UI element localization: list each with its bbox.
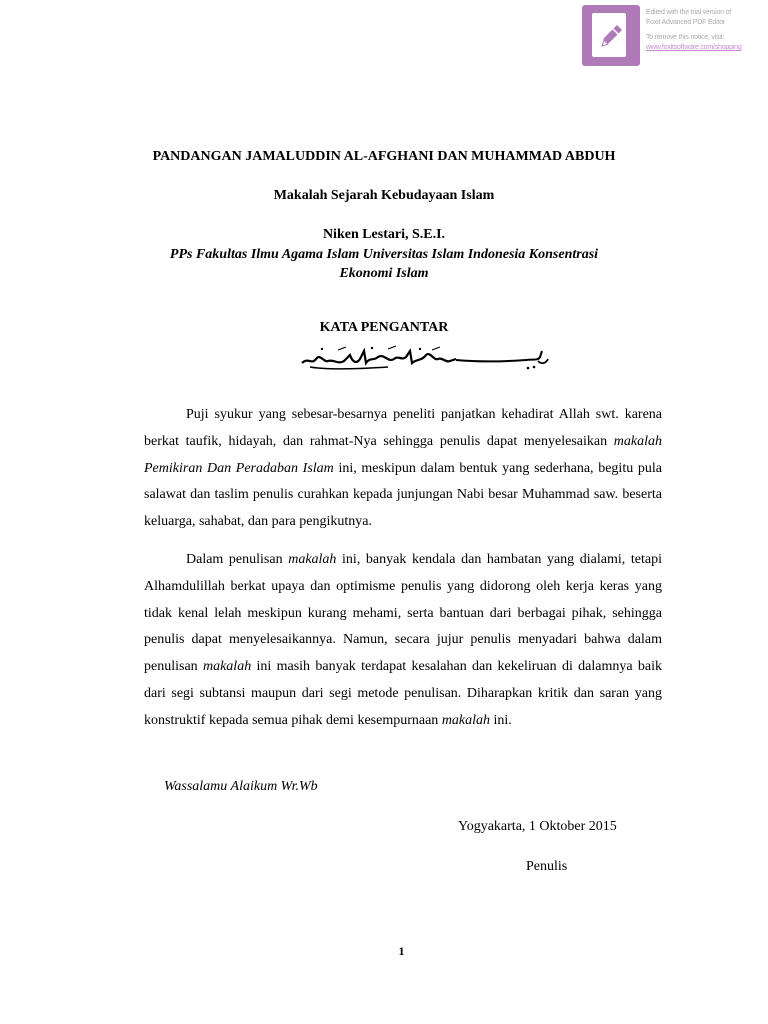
basmala-calligraphy bbox=[298, 345, 550, 373]
watermark-line-1: Edited with the trial version of bbox=[646, 9, 732, 16]
page-number: 1 bbox=[398, 944, 405, 958]
signer: Penulis bbox=[526, 859, 568, 874]
author-name: Niken Lestari, S.E.I. bbox=[322, 227, 446, 242]
pen-edit-icon bbox=[596, 19, 626, 53]
place-date: Yogyakarta, 1 Oktober 2015 bbox=[458, 819, 617, 834]
paragraph-2-text-g: ini. bbox=[490, 712, 512, 728]
paragraph-2-italic-1: makalah bbox=[288, 552, 337, 567]
watermark-line-3: To remove this notice, visit: bbox=[646, 34, 725, 41]
paragraph-2 bbox=[144, 547, 662, 734]
paragraph-2-text-c: ini, banyak kendala dan hambatan yang dialami, tetapi Alhamdulillah berkat upaya dan optimisme penulis yang didorong oleh kerja keras yang tidak kenal lelah meskipun kurang mehami, serta bantuan dari berbagai pihak, sehingga penulis dapat menyelesaikannya. Namun, secara jujur penulis menyadari bahwa dalam penulisan bbox=[144, 552, 662, 674]
paragraph-2-italic-2: makalah bbox=[202, 659, 252, 674]
affiliation-line-1: PPs Fakultas Ilmu Agama Islam Universitas Islam Indonesia Konsentrasi bbox=[169, 247, 599, 262]
watermark-line-2: Foxit Advanced PDF Editor bbox=[646, 19, 726, 26]
affiliation-line-2: Ekonomi Islam bbox=[339, 266, 429, 281]
section-heading: KATA PENGANTAR bbox=[319, 320, 449, 335]
document-title: PANDANGAN JAMALUDDIN AL-AFGHANI DAN MUHAMMAD ABDUH bbox=[152, 149, 616, 164]
document-subtitle: Makalah Sejarah Kebudayaan Islam bbox=[273, 188, 495, 203]
watermark-text bbox=[646, 8, 764, 53]
paragraph-2-italic-3: makalah bbox=[441, 712, 491, 728]
watermark-link[interactable]: www.foxitsoftware.com/shopping bbox=[646, 44, 742, 51]
author-affiliation bbox=[0, 245, 768, 283]
paragraph-1-italic: makalah Pemikiran Dan Peradaban Islam bbox=[144, 433, 662, 476]
closing-greeting: Wassalamu Alaikum Wr.Wb bbox=[164, 779, 318, 794]
paragraph-1 bbox=[144, 402, 662, 536]
paragraph-1-text-c: ini, meskipun dalam bentuk yang sederhana, begitu pula salawat dan taslim penulis curahkan kepada junjungan Nabi besar Muhammad saw. beserta keluarga, sahabat, dan para pengikutnya. bbox=[144, 460, 662, 529]
paragraph-1-text-a: Puji syukur yang sebesar-besarnya peneliti panjatkan kehadirat Allah swt. karena berkat taufik, hidayah, dan rahmat-Nya sehingga penulis dapat menyelesaikan bbox=[144, 407, 662, 449]
paragraph-2-text-a: Dalam penulisan bbox=[186, 552, 289, 567]
paragraph-2-text-e: ini masih banyak terdapat kesalahan dan kekeliruan di dalamnya baik dari segi subtansi maupun dari segi metode penulisan. Diharapkan kritik dan saran yang konstruktif kepada semua pihak demi kesempurnaan bbox=[144, 659, 663, 728]
foxit-logo bbox=[582, 5, 640, 66]
